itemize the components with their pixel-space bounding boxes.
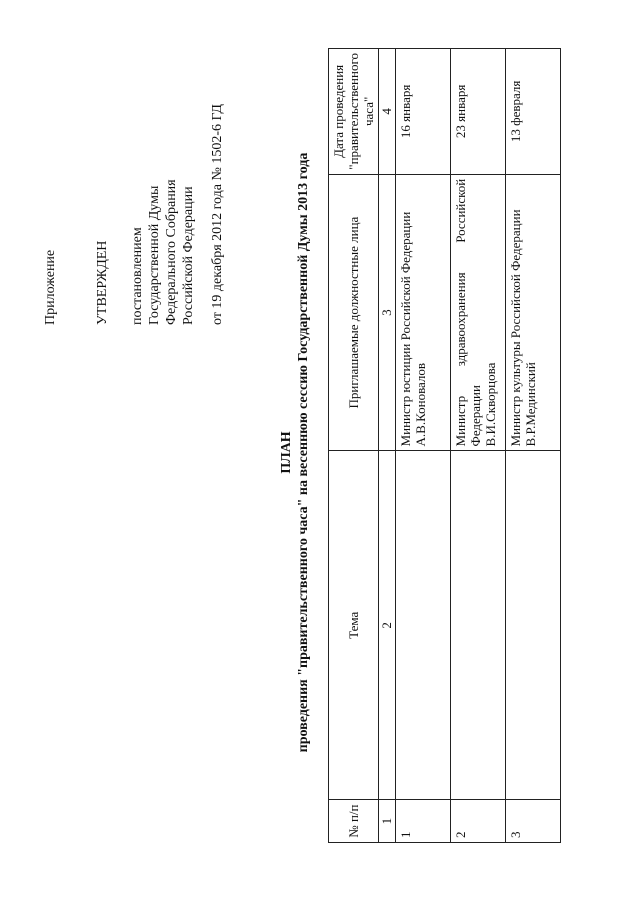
table-row xyxy=(396,49,451,843)
approval-line: Российской Федерации xyxy=(181,186,196,325)
plan-table xyxy=(328,48,561,843)
row-date: 23 января xyxy=(451,49,506,175)
person-name: А.В.Коновалов xyxy=(413,362,428,447)
person-title: Министр здравоохранения Российской Федерации xyxy=(453,178,483,447)
row-topic xyxy=(506,451,561,800)
approval-line: Федерального Собрания xyxy=(164,179,179,325)
column-number: 2 xyxy=(379,451,396,800)
table-header-row xyxy=(329,49,379,843)
table-row xyxy=(451,49,506,843)
appendix-label: Приложение xyxy=(43,249,58,325)
approval-line: Государственной Думы xyxy=(147,185,162,325)
row-topic xyxy=(451,451,506,800)
approval-date: от 19 декабря 2012 года № 1502-6 ГД xyxy=(210,104,225,325)
row-persons xyxy=(396,174,451,451)
row-num: 2 xyxy=(451,800,506,843)
row-num: 3 xyxy=(506,800,561,843)
approval-block xyxy=(94,104,226,325)
row-persons xyxy=(506,174,561,451)
row-date: 13 февраля xyxy=(506,49,561,175)
row-topic xyxy=(396,451,451,800)
document-title: ПЛАН xyxy=(279,431,294,474)
header-persons: Приглашаемые должностные лица xyxy=(329,174,379,451)
header-topic: Тема xyxy=(329,451,379,800)
row-date: 16 января xyxy=(396,49,451,175)
person-title: Министр юстиции Российской Федерации xyxy=(398,211,413,447)
column-number: 3 xyxy=(379,174,396,451)
person-name: В.Р.Мединский xyxy=(523,362,538,447)
header-date: Дата проведения "правительственного часа" xyxy=(329,49,379,175)
row-num: 1 xyxy=(396,800,451,843)
column-number: 1 xyxy=(379,800,396,843)
approval-heading: УТВЕРЖДЕН xyxy=(95,240,110,325)
approval-line: постановлением xyxy=(130,227,145,325)
header-num: № п/п xyxy=(329,800,379,843)
person-name: В.И.Скворцова xyxy=(483,362,498,447)
person-title: Министр культуры Российской Федерации xyxy=(508,209,523,447)
table-row xyxy=(506,49,561,843)
row-persons xyxy=(451,174,506,451)
column-number-row xyxy=(379,49,396,843)
document-subtitle: проведения "правительственного часа" на весеннюю сессию Государственной Думы 2013 года xyxy=(296,152,311,753)
column-number: 4 xyxy=(379,49,396,175)
